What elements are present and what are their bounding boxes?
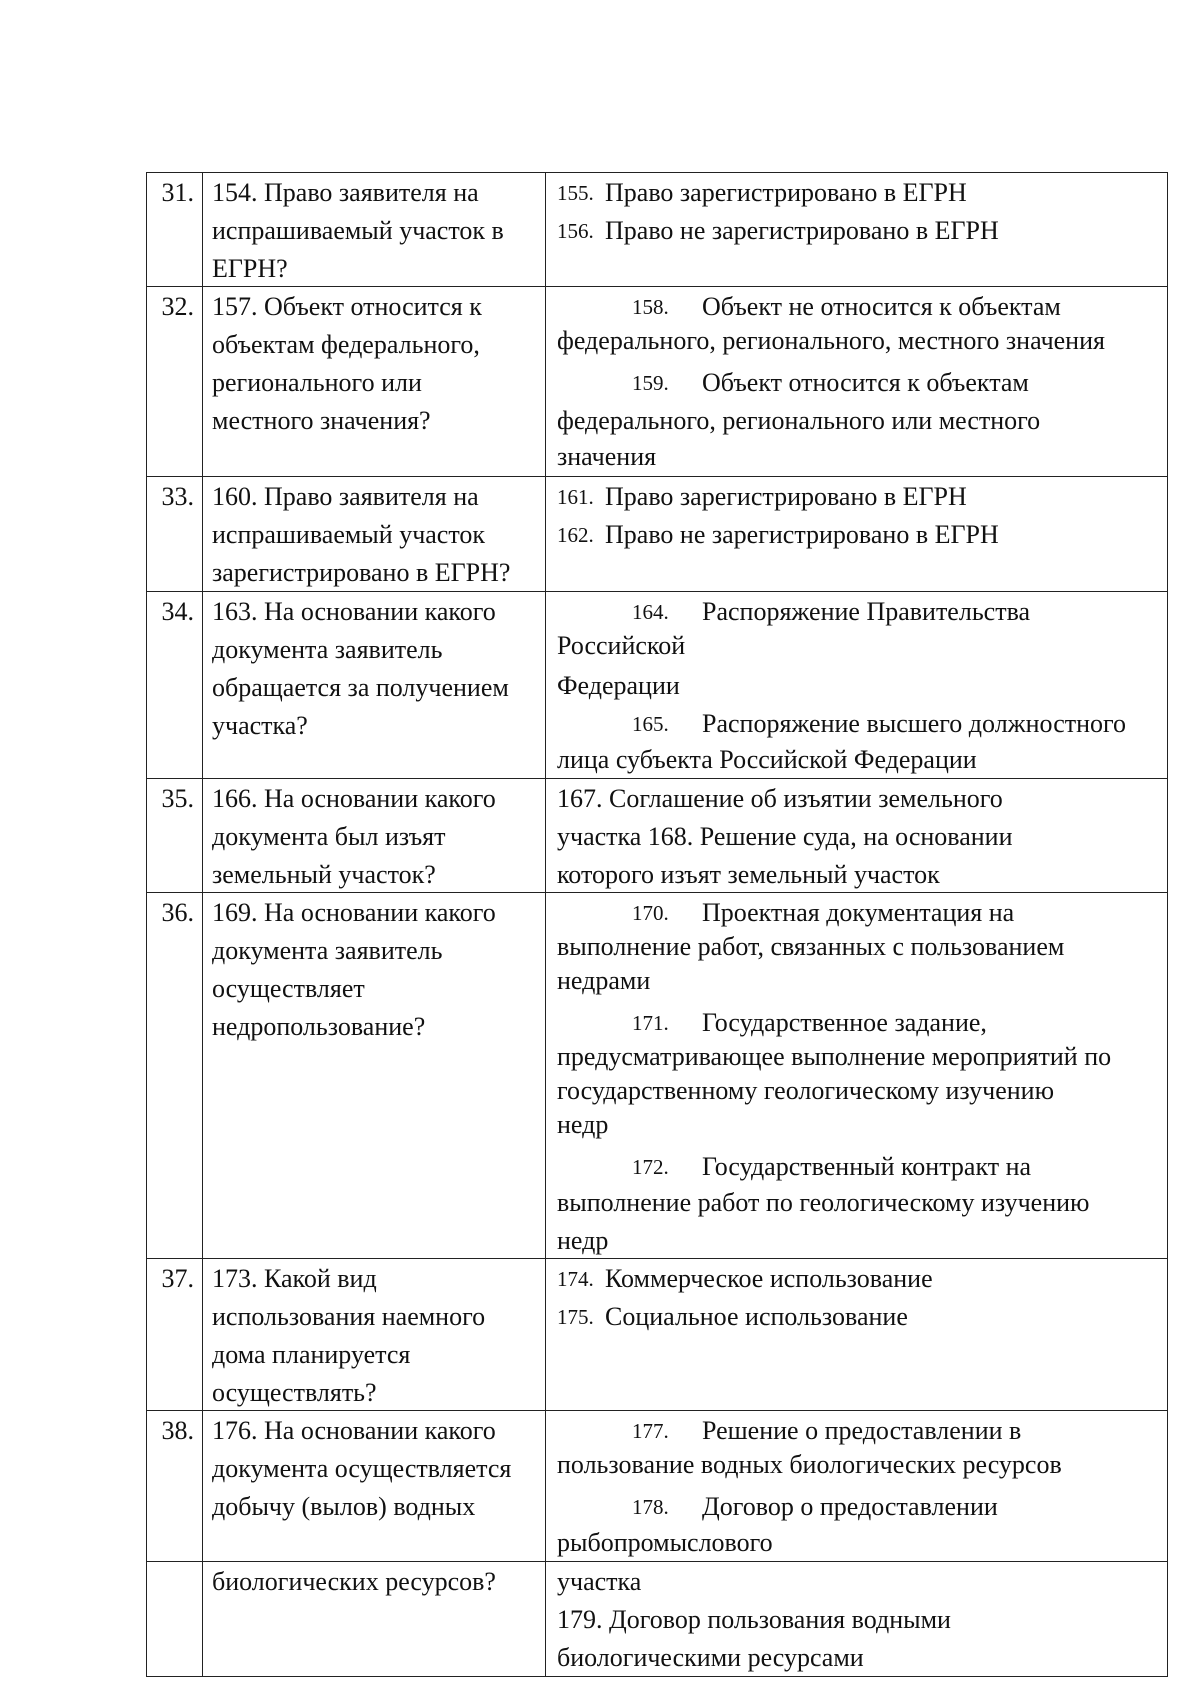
answer-text: Государственный контракт на <box>702 1152 1032 1181</box>
answer-text: значения <box>557 442 657 471</box>
answer-text: рыбопромыслового <box>557 1528 773 1557</box>
row-number: 38. <box>161 1416 194 1445</box>
answer-text: выполнение работ по геологическому изучению <box>557 1188 1090 1217</box>
answer-text: недрами <box>557 966 651 995</box>
question-line: 166. На основании какого <box>212 784 496 813</box>
row-number: 31. <box>161 178 194 207</box>
answer-text: федерального, регионального или местного <box>557 406 1041 435</box>
question-line: дома планируется <box>212 1340 411 1369</box>
question-line: использования наемного <box>212 1302 486 1331</box>
answer-text: недр <box>557 1110 609 1139</box>
question-line: зарегистрировано в ЕГРН? <box>212 558 511 587</box>
answer-text: Распоряжение Правительства <box>702 597 1031 626</box>
answer-number: 172. <box>632 1155 669 1179</box>
answer-number: 175. <box>557 1305 594 1329</box>
answer-text: Объект относится к объектам <box>702 368 1029 397</box>
answer-text: биологическими ресурсами <box>557 1643 864 1672</box>
row-divider <box>146 1258 1168 1259</box>
question-line: документа заявитель <box>212 936 443 965</box>
answer-table <box>146 172 1168 1677</box>
answer-text: Социальное использование <box>605 1302 908 1331</box>
answer-text: участка 168. Решение суда, на основании <box>557 822 1013 851</box>
answer-text: Право не зарегистрировано в ЕГРН <box>605 520 999 549</box>
answer-text: Решение о предоставлении в <box>702 1416 1022 1445</box>
row-divider <box>146 286 1168 287</box>
answer-number: 159. <box>632 371 669 395</box>
answer-text: Проектная документация на <box>702 898 1015 927</box>
answer-number: 164. <box>632 600 669 624</box>
question-line: биологических ресурсов? <box>212 1567 496 1596</box>
answer-text: Российской <box>557 631 686 660</box>
answer-text: выполнение работ, связанных с пользованием <box>557 932 1065 961</box>
row-divider <box>146 476 1168 477</box>
question-line: испрашиваемый участок <box>212 520 485 549</box>
answer-number: 170. <box>632 901 669 925</box>
answer-text: 179. Договор пользования водными <box>557 1605 951 1634</box>
answer-number: 174. <box>557 1267 594 1291</box>
answer-number: 158. <box>632 295 669 319</box>
answer-text: предусматривающее выполнение мероприятий по <box>557 1042 1112 1071</box>
question-line: документа заявитель <box>212 635 443 664</box>
question-line: недропользование? <box>212 1012 426 1041</box>
answer-number: 161. <box>557 485 594 509</box>
question-line: добычу (вылов) водных <box>212 1492 476 1521</box>
question-line: 157. Объект относится к <box>212 292 482 321</box>
answer-number: 155. <box>557 181 594 205</box>
question-line: осуществляет <box>212 974 365 1003</box>
answer-text: Право зарегистрировано в ЕГРН <box>605 482 967 511</box>
question-line: местного значения? <box>212 406 431 435</box>
answer-text: федерального, регионального, местного значения <box>557 326 1105 355</box>
answer-text: Распоряжение высшего должностного <box>702 709 1127 738</box>
row-number: 36. <box>161 898 194 927</box>
answer-number: 165. <box>632 712 669 736</box>
answer-text: Объект не относится к объектам <box>702 292 1061 321</box>
row-number: 34. <box>161 597 194 626</box>
row-number: 35. <box>161 784 194 813</box>
question-line: 173. Какой вид <box>212 1264 377 1293</box>
answer-text: Федерации <box>557 671 680 700</box>
question-line: участка? <box>212 711 308 740</box>
answer-text: Коммерческое использование <box>605 1264 933 1293</box>
answer-number: 156. <box>557 219 594 243</box>
question-line: документа осуществляется <box>212 1454 512 1483</box>
answer-number: 162. <box>557 523 594 547</box>
question-line: 169. На основании какого <box>212 898 496 927</box>
column-divider-question <box>545 172 546 1677</box>
question-line: 154. Право заявителя на <box>212 178 479 207</box>
question-line: ЕГРН? <box>212 254 288 283</box>
answer-text: Государственное задание, <box>702 1008 987 1037</box>
question-line: объектам федерального, <box>212 330 480 359</box>
question-line: 163. На основании какого <box>212 597 496 626</box>
question-line: документа был изъят <box>212 822 446 851</box>
answer-number: 178. <box>632 1495 669 1519</box>
answer-number: 177. <box>632 1419 669 1443</box>
question-line: осуществлять? <box>212 1378 377 1407</box>
row-number: 33. <box>161 482 194 511</box>
question-line: испрашиваемый участок в <box>212 216 504 245</box>
answer-text: 167. Соглашение об изъятии земельного <box>557 784 1003 813</box>
answer-text: Право не зарегистрировано в ЕГРН <box>605 216 999 245</box>
column-divider-number <box>202 172 203 1677</box>
answer-text: которого изъят земельный участок <box>557 860 940 889</box>
answer-text: недр <box>557 1226 609 1255</box>
answer-text: пользование водных биологических ресурсов <box>557 1450 1062 1479</box>
answer-text: лица субъекта Российской Федерации <box>557 745 977 774</box>
answer-text: участка <box>557 1567 642 1596</box>
table-border-right <box>1167 172 1168 1677</box>
question-line: регионального или <box>212 368 422 397</box>
answer-text: Договор о предоставлении <box>702 1492 998 1521</box>
answer-number: 171. <box>632 1011 669 1035</box>
question-line: 160. Право заявителя на <box>212 482 479 511</box>
row-number: 37. <box>161 1264 194 1293</box>
answer-text: государственному геологическому изучению <box>557 1076 1054 1105</box>
row-number: 32. <box>161 292 194 321</box>
answer-text: Право зарегистрировано в ЕГРН <box>605 178 967 207</box>
question-line: 176. На основании какого <box>212 1416 496 1445</box>
table-border-top <box>146 172 1168 173</box>
question-line: обращается за получением <box>212 673 509 702</box>
question-line: земельный участок? <box>212 860 436 889</box>
